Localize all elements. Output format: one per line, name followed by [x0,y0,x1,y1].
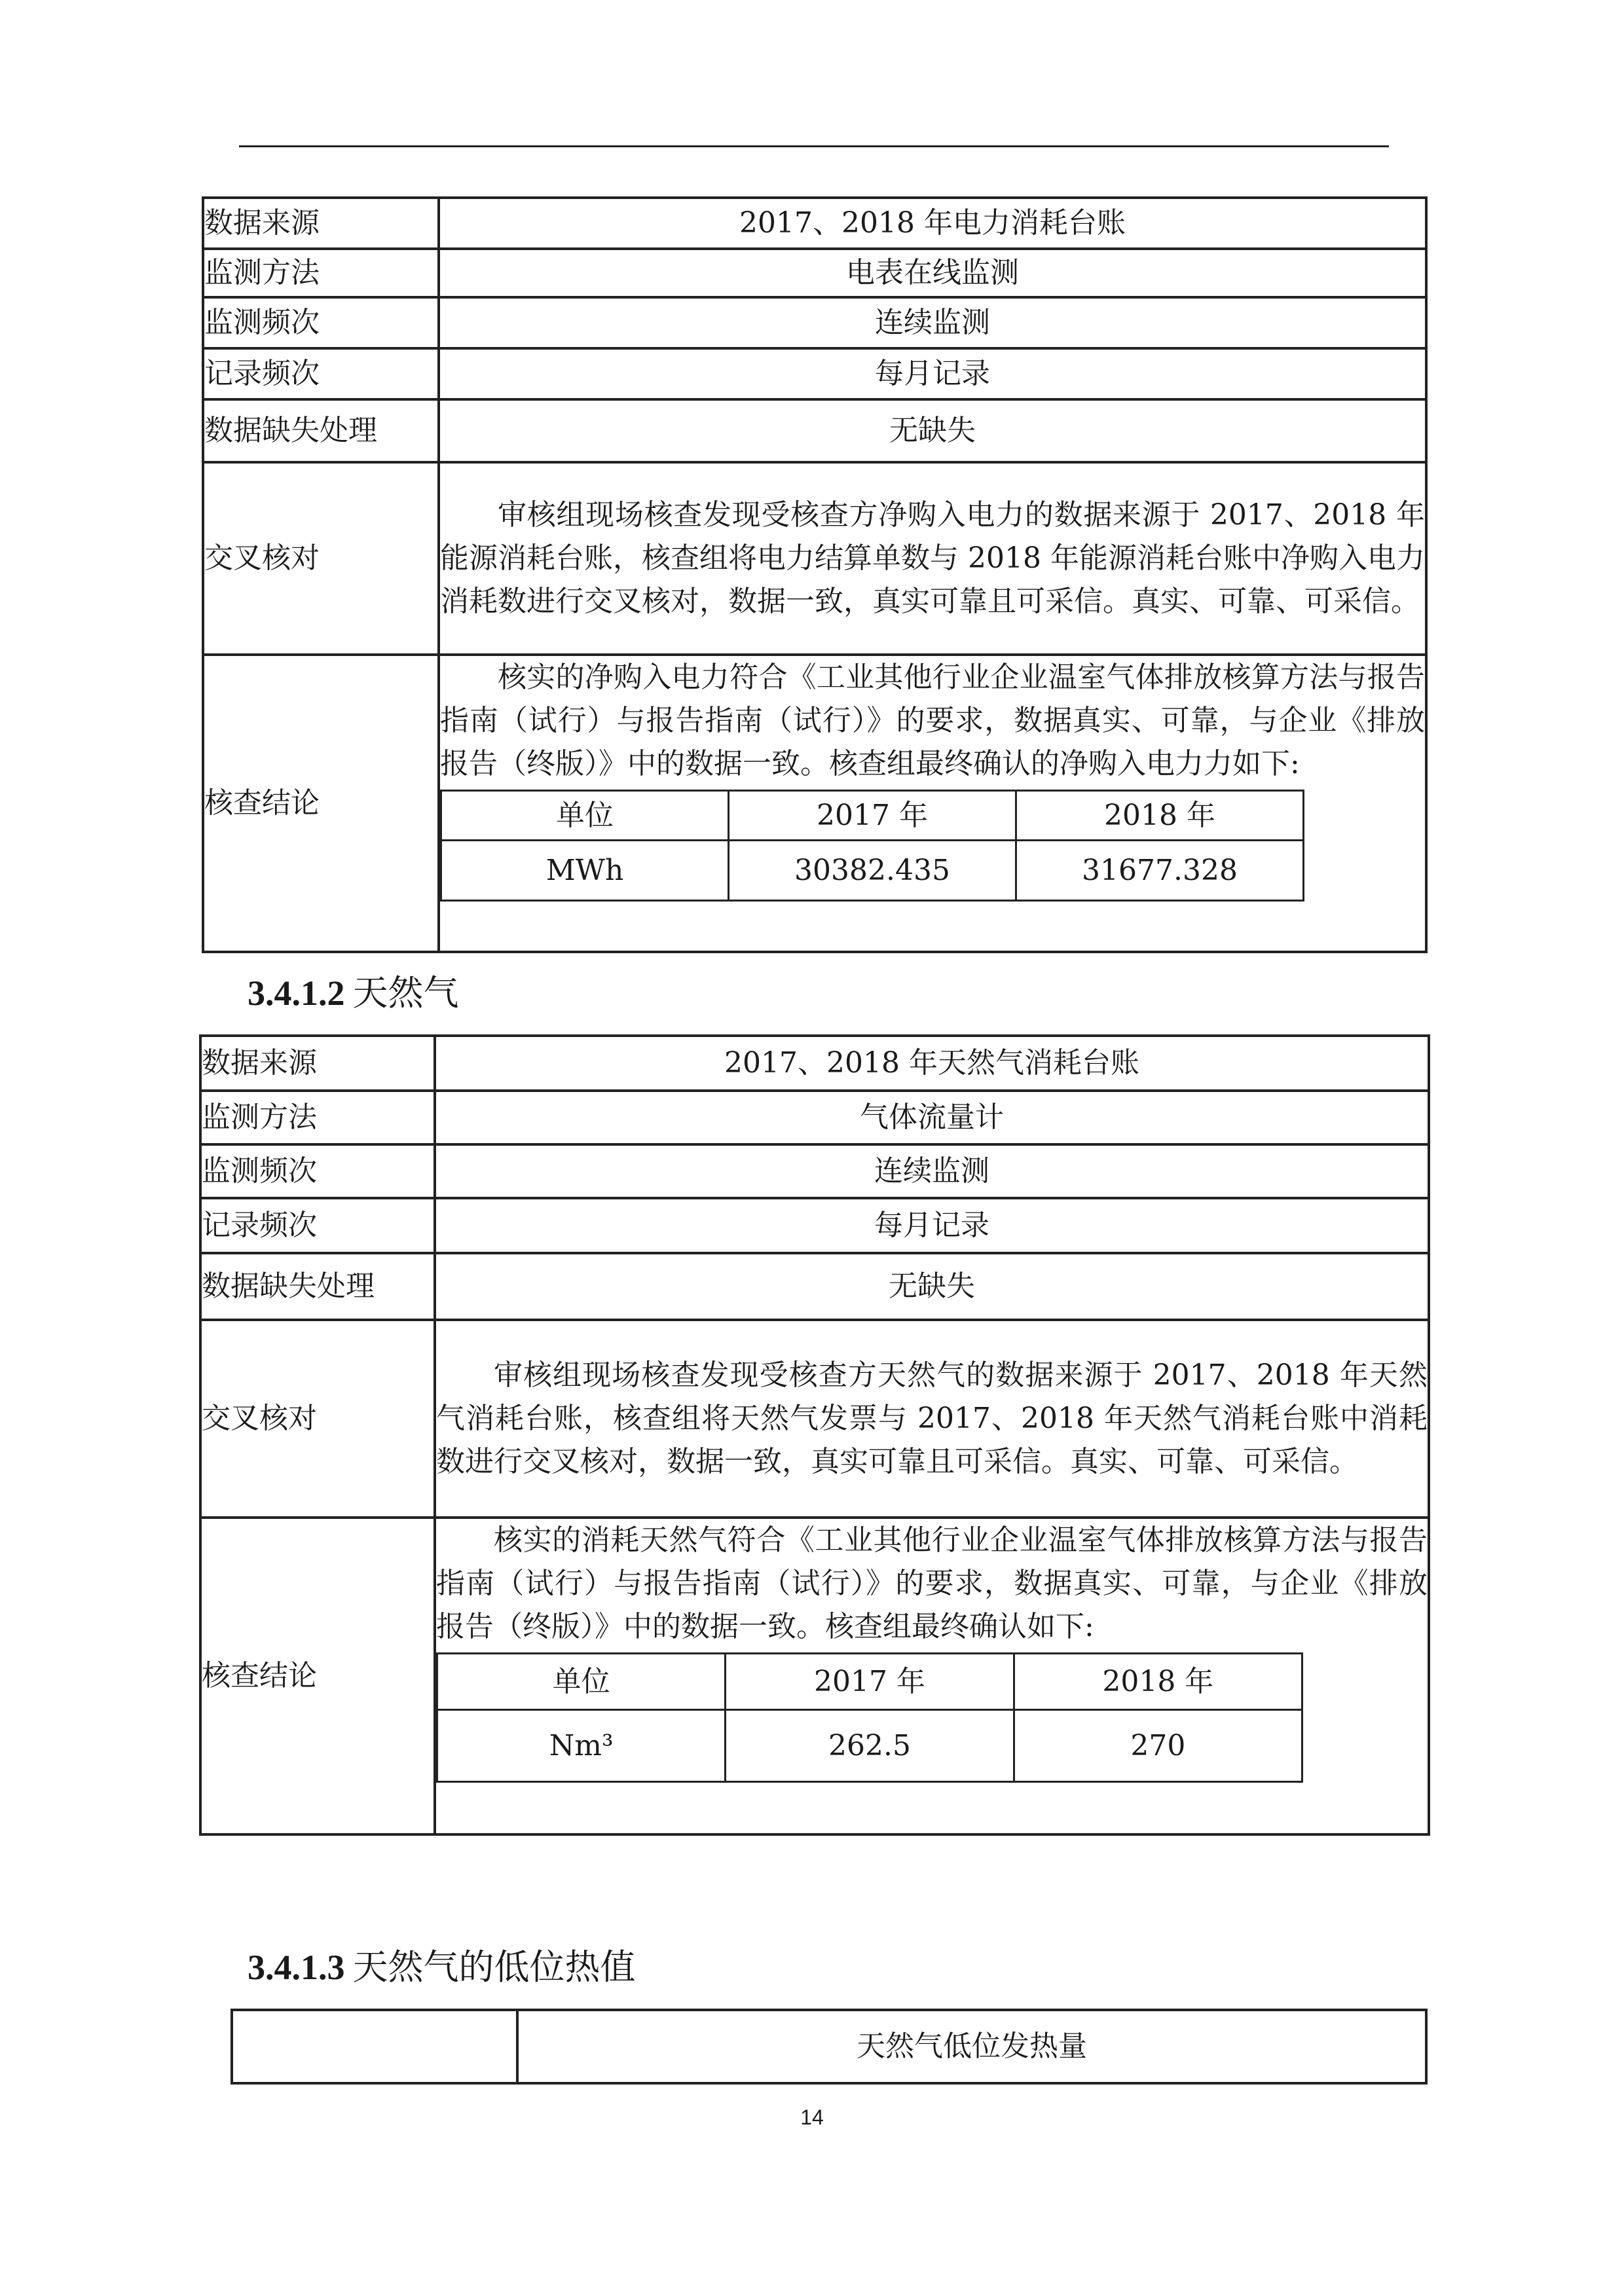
header-2018: 2018 年 [1016,791,1304,841]
row-value: 无缺失 [435,1253,1429,1320]
section-heading: 天然气的低位热值 [352,1946,636,1988]
result-header-row [437,1654,1302,1710]
section-number: 3.4.1.3 [248,1948,345,1987]
cross-check-label: 交叉核对 [203,462,439,655]
table-row [200,1036,1429,1091]
header-rule [239,145,1389,147]
section-heading: 天然气 [352,972,459,1013]
row-value: 电表在线监测 [439,249,1426,297]
row-label: 记录频次 [200,1198,435,1253]
cross-check-text-cell [439,462,1426,655]
row-label: 监测方法 [200,1091,435,1144]
row-label: 监测频次 [203,297,439,348]
header-unit: 单位 [437,1654,726,1710]
header-unit: 单位 [441,791,729,841]
cross-check-text-cell [435,1320,1429,1518]
conclusion-label: 核查结论 [203,655,439,952]
conclusion-label: 核查结论 [200,1518,435,1834]
conclusion-text: 核实的消耗天然气符合《工业其他行业企业温室气体排放核算方法与报告指南（试行）与报告指南（试行）》的要求，数据真实、可靠，与企业《排放报告（终版）》中的数据一致。核查组最终确认如下: [436,1523,1428,1643]
row-label: 记录频次 [203,348,439,399]
row-value: 连续监测 [435,1144,1429,1198]
row-label [232,2010,517,2083]
table-row [203,198,1426,249]
result-value-row [441,841,1304,901]
value-2017: 30382.435 [729,841,1016,901]
table-row [232,2010,1426,2083]
value-unit: MWh [441,841,729,901]
table-row [200,1144,1429,1198]
table-row [203,462,1426,655]
section-number: 3.4.1.2 [248,974,345,1013]
page-number: 14 [800,2105,824,2129]
heat-value-table [231,2009,1428,2085]
value-2018: 31677.328 [1016,841,1304,901]
value-2017: 262.5 [726,1710,1014,1782]
row-value: 每月记录 [435,1198,1429,1253]
cross-check-label: 交叉核对 [200,1320,435,1518]
header-2018: 2018 年 [1014,1654,1302,1710]
table-row [200,1198,1429,1253]
conclusion-text: 核实的净购入电力符合《工业其他行业企业温室气体排放核算方法与报告指南（试行）与报告指南（试行）》的要求，数据真实、可靠，与企业《排放报告（终版）》中的数据一致。核查组最终确认的净购入电力力如下: [440,661,1425,780]
table-row [203,655,1426,952]
header-2017: 2017 年 [729,791,1016,841]
table-row [203,399,1426,462]
table-row [200,1320,1429,1518]
row-value: 2017、2018 年天然气消耗台账 [435,1036,1429,1091]
row-value: 无缺失 [439,399,1426,462]
row-label: 数据来源 [203,198,439,249]
row-label: 数据缺失处理 [200,1253,435,1320]
cross-check-text: 审核组现场核查发现受核查方天然气的数据来源于 2017、2018 年天然气消耗台账，核查组将天然气发票与 2017、2018 年天然气消耗台账中消耗数进行交叉核对，数据一致，真实可靠且可采信。真实、可靠、可采信。 [436,1358,1428,1478]
section-title-heat-value [248,1939,636,1990]
table-row [203,249,1426,297]
result-table [436,1652,1303,1783]
gas-table [199,1034,1430,1836]
header-2017: 2017 年 [726,1654,1014,1710]
row-value: 每月记录 [439,348,1426,399]
row-value: 连续监测 [439,297,1426,348]
row-label: 数据来源 [200,1036,435,1091]
row-label: 监测频次 [200,1144,435,1198]
conclusion-cell [439,655,1426,952]
table-row [200,1253,1429,1320]
result-value-row [437,1710,1302,1782]
result-table [440,790,1304,902]
table-row [200,1518,1429,1834]
table-row [203,297,1426,348]
value-unit: Nm³ [437,1710,726,1782]
conclusion-cell [435,1518,1429,1834]
row-value: 天然气低位发热量 [517,2010,1426,2083]
row-value: 气体流量计 [435,1091,1429,1144]
table-row [200,1091,1429,1144]
value-2018: 270 [1014,1710,1302,1782]
row-label: 数据缺失处理 [203,399,439,462]
cross-check-text: 审核组现场核查发现受核查方净购入电力的数据来源于 2017、2018 年能源消耗台账，核查组将电力结算单数与 2018 年能源消耗台账中净购入电力消耗数进行交叉核对，数据一致，真实可靠且可采信。真实、可靠、可采信。 [440,498,1425,618]
row-value: 2017、2018 年电力消耗台账 [439,198,1426,249]
electricity-table [202,196,1428,953]
row-label: 监测方法 [203,249,439,297]
table-row [203,348,1426,399]
section-title-natural-gas [248,965,459,1015]
result-header-row [441,791,1304,841]
